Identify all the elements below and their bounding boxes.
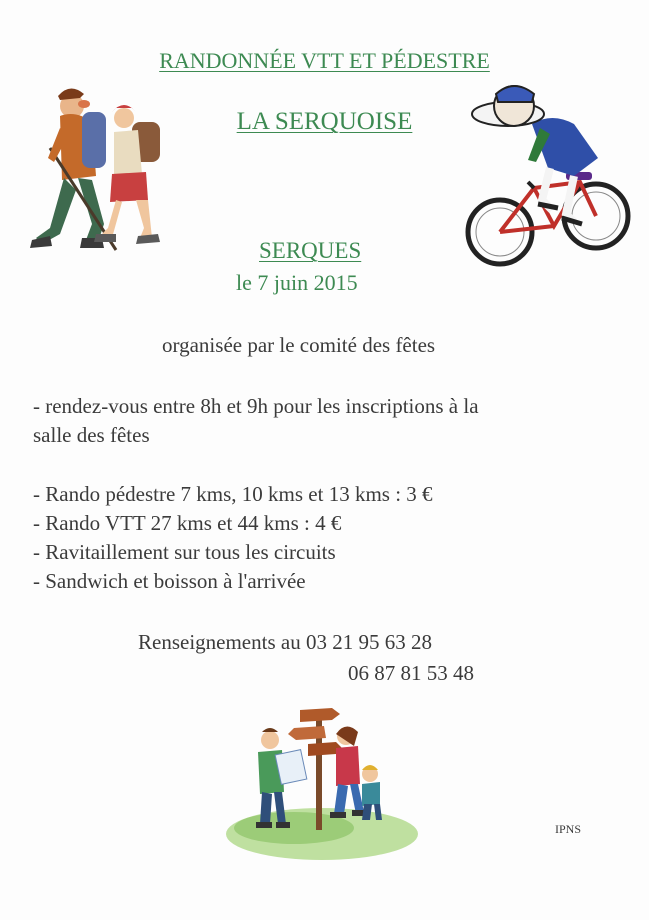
event-name: LA SERQUOISE xyxy=(236,108,413,135)
list-item: - Rando pédestre 7 kms, 10 kms et 13 kms : 3 € xyxy=(33,482,433,506)
list-item: - Ravitaillement sur tous les circuits xyxy=(33,540,336,564)
contact-line2: 06 87 81 53 48 xyxy=(348,661,474,685)
list-item: - Sandwich et boisson à l'arrivée xyxy=(33,569,306,593)
family-signpost-illustration xyxy=(224,700,420,862)
event-date: le 7 juin 2015 xyxy=(236,270,358,295)
event-title: RANDONNÉE VTT ET PÉDESTRE xyxy=(159,48,490,73)
meeting-info-line2: salle des fêtes xyxy=(33,423,150,447)
hikers-illustration xyxy=(20,78,170,258)
contact-line1: Renseignements au 03 21 95 63 28 xyxy=(138,630,432,654)
event-town: SERQUES xyxy=(259,238,362,263)
organizer-line: organisée par le comité des fêtes xyxy=(162,333,436,357)
list-item: - Rando VTT 27 kms et 44 kms : 4 € xyxy=(33,511,342,535)
ipns-mention: IPNS xyxy=(555,822,582,836)
meeting-info-line1: - rendez-vous entre 8h et 9h pour les inscriptions à la xyxy=(33,394,479,418)
